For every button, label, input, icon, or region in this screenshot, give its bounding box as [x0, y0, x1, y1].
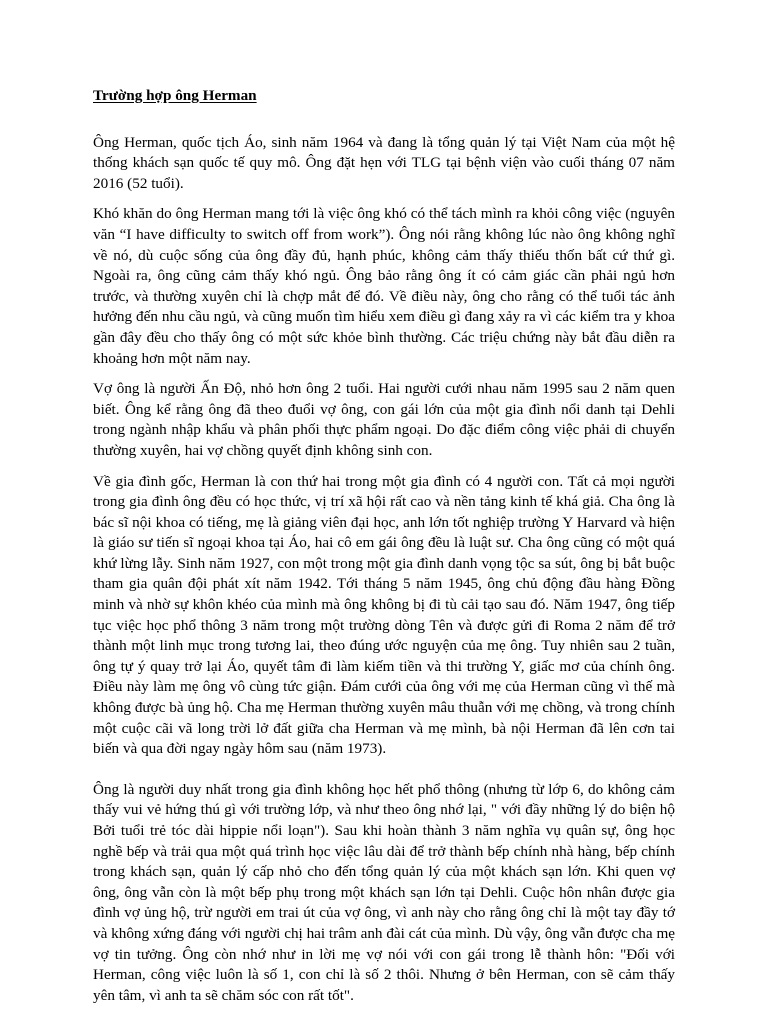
paragraph-education-career: Ông là người duy nhất trong gia đình không học hết phổ thông (nhưng từ lớp 6, do không cảm thấy vui vẻ hứng thú gì với trường lớp, và như theo ông nhớ lại, " với đầy những lý do biện hộ Bởi tuổi trẻ tóc dài hippie nổi loạn"). Sau khi hoàn thành 3 năm nghĩa vụ quân sự, ông học nghề bếp và trải qua một quá trình học việc lâu dài để trở thành bếp chính nhà hàng, bếp chính trong khách sạn, quản lý cấp nhỏ cho đến tổng quản lý của một khách sạn lớn. Khi quen vợ ông, ông vẫn còn là một bếp phụ trong một khách sạn lớn tại Dehli. Cuộc hôn nhân được gia đình vợ ủng hộ, trừ người em trai út của vợ ông, vì anh này cho rằng ông chỉ là một tay đầy tớ và không xứng đáng với người chị hai trâm anh đài cát của mình. Dù vậy, ông vẫn được cha mẹ vợ tin tưởng. Ông còn nhớ như in lời mẹ vợ nói với con gái trong lễ thành hôn: "Đối với Herman, công việc luôn là số 1, con chỉ là số 2 thôi. Nhưng ở bên Herman, con sẽ cảm thấy yên tâm, vì anh ta sẽ chăm sóc con rất tốt".	[93, 780, 675, 1004]
paragraph-marriage: Vợ ông là người Ấn Độ, nhỏ hơn ông 2 tuổi. Hai người cưới nhau năm 1995 sau 2 năm quen biết. Ông kể rằng ông đã theo đuổi vợ ông, con gái lớn của một gia đình nổi danh tại Dehli trong ngành nhập khẩu và phân phối thực phẩm ngoại. Do đặc điểm công việc phải di chuyển thường xuyên, hai vợ chồng quyết định không sinh con.	[93, 380, 675, 459]
paragraph-presenting-problem: Khó khăn do ông Herman mang tới là việc ông khó có thể tách mình ra khỏi công việc (nguyên văn “I have difficulty to switch off from work”). Ông nói rằng không lúc nào ông không nghĩ về nó, dù cuộc sống của ông đầy đủ, hạnh phúc, không cảm thấy thiếu thốn bất cứ thứ gì. Ngoài ra, ông cũng cảm thấy khó ngủ. Ông bảo rằng ông ít có cảm giác cần phải ngủ hơn trước, và thường xuyên chỉ là chợp mắt để đó. Về điều này, ông cho rằng có thể tuổi tác ảnh hưởng đến nhu cầu ngủ, và cũng muốn tìm hiểu xem điều gì đang xảy ra vì các kiểm tra y khoa gần đây đều cho thấy ông có một sức khỏe bình thường. Các triệu chứng này bắt đầu diễn ra khoảng hơn một năm nay.	[93, 205, 675, 367]
document-title: Trường hợp ông Herman	[93, 87, 257, 104]
paragraph-introduction: Ông Herman, quốc tịch Áo, sinh năm 1964 và đang là tổng quản lý tại Việt Nam của một hệ thống khách sạn quốc tế quy mô. Ông đặt hẹn với TLG tại bệnh viện vào cuối tháng 07 năm 2016 (52 tuổi).	[93, 133, 675, 192]
document-page	[93, 86, 675, 1016]
paragraph-family-of-origin: Về gia đình gốc, Herman là con thứ hai trong một gia đình có 4 người con. Tất cả mọi người trong gia đình ông đều có học thức, vị trí xã hội rất cao và nền tảng kinh tế khá giả. Cha ông là bác sĩ nội khoa có tiếng, mẹ là giảng viên đại học, anh lớn tốt nghiệp trường Y Harvard và hiện là giáo sư tiến sĩ ngoại khoa tại Áo, hai cô em gái ông đều là luật sư. Cha ông cũng có một quá khứ lừng lẫy. Sinh năm 1927, con một trong một gia đình danh vọng tộc sa sút, ông bị bắt buộc tham gia quân đội phát xít năm 1942. Tới tháng 5 năm 1945, ông chủ động đầu hàng Đồng minh và nhờ sự khôn khéo của mình mà ông không bị đi tù cải tạo sau đó. Năm 1947, ông tiếp tục việc học phổ thông 3 năm trong một trường dòng Tên và được gửi đi Roma 2 năm để trở thành một linh mục trong tương lai, theo đúng ước nguyện của mẹ ông. Tuy nhiên sau 2 tuần, ông tự ý quay trở lại Áo, quyết tâm đi làm kiếm tiền và thi trường Y, giấc mơ của chính ông. Điều này làm mẹ ông vô cùng tức giận. Đám cưới của ông với mẹ của Herman cũng vì thế mà không được bà ủng hộ. Cha mẹ Herman thường xuyên mâu thuẫn với mẹ chồng, và trong chính một cuộc cãi vã long trời lở đất giữa cha Herman và mẹ mình, bà nội Herman đã lên cơn tai biến và qua đời ngay ngày hôm sau (năm 1973).	[93, 472, 675, 758]
